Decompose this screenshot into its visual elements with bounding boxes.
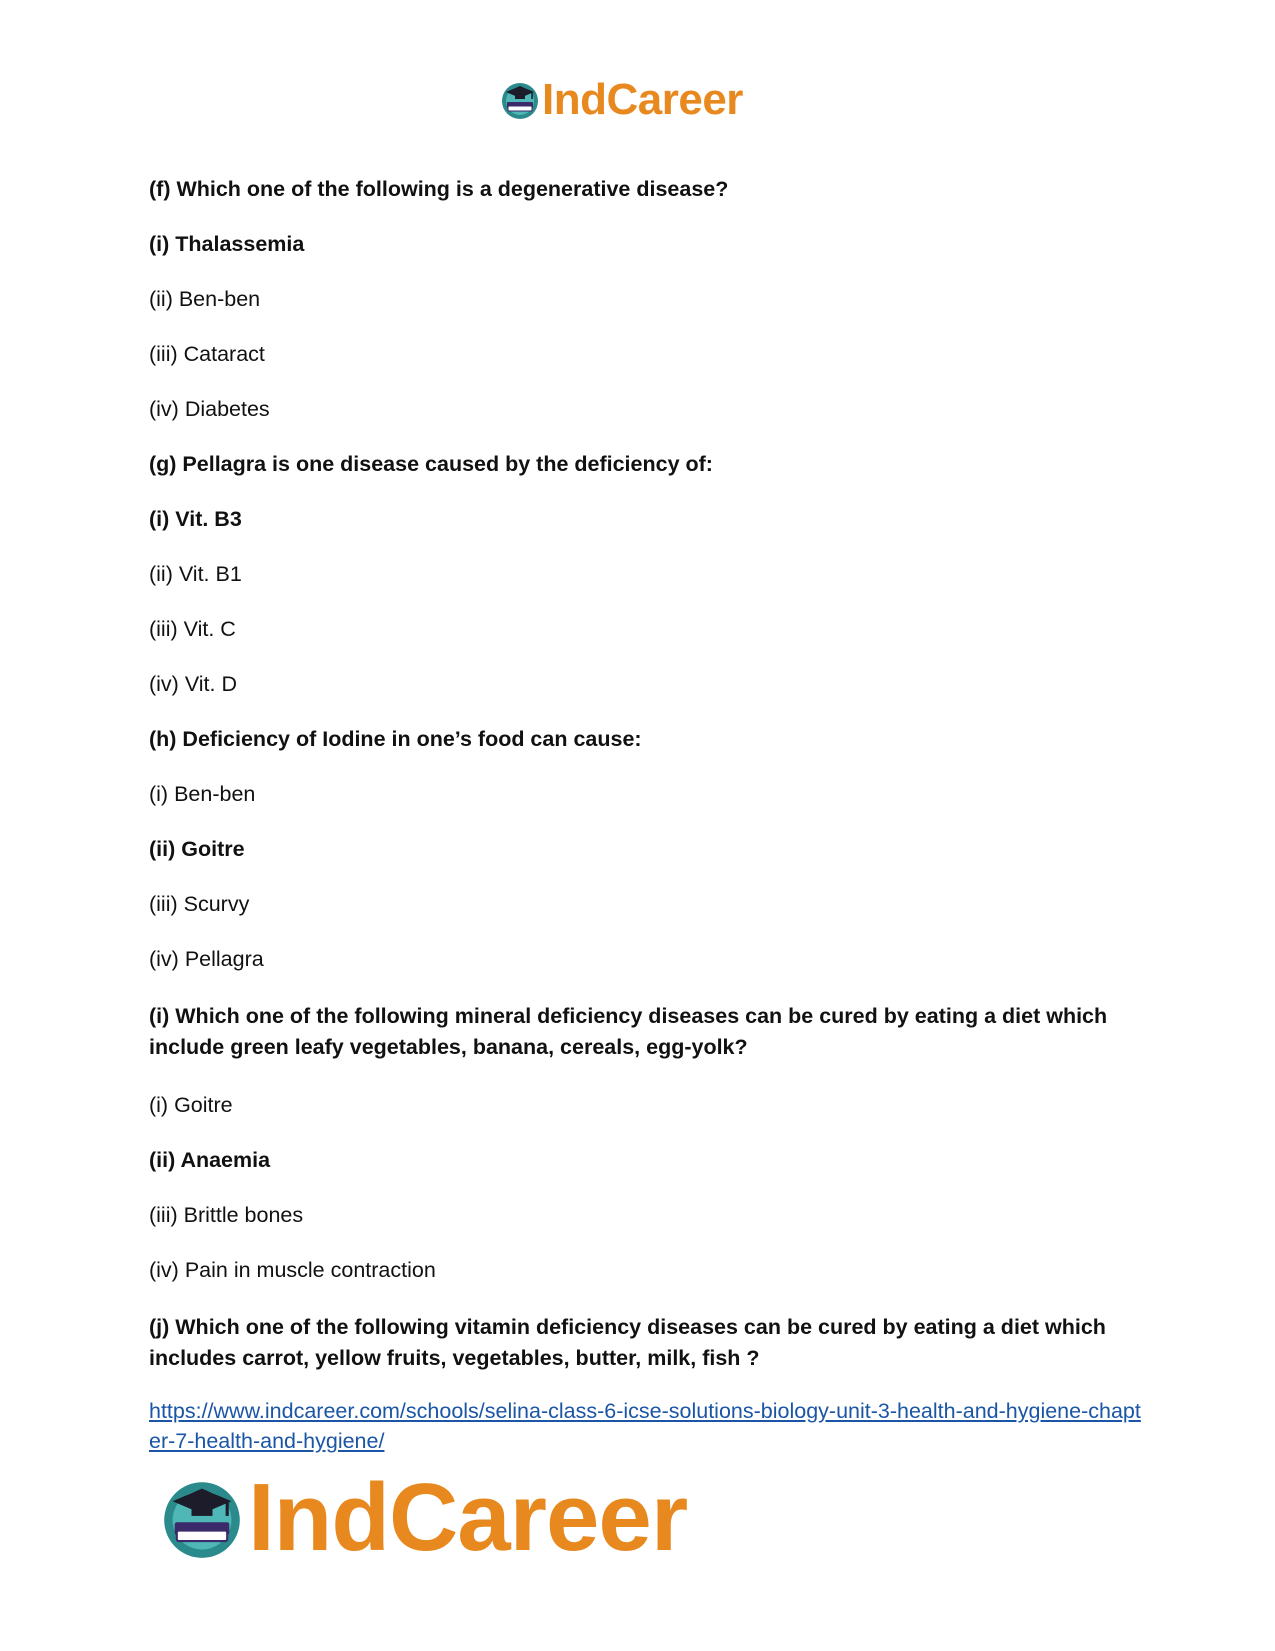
graduation-book-icon xyxy=(160,1476,244,1560)
answer-option: (ii) Anaemia xyxy=(149,1148,271,1172)
graduation-book-icon xyxy=(500,80,540,120)
footer-logo xyxy=(160,1464,688,1571)
option: (ii) Ben-ben xyxy=(149,287,261,311)
option: (iv) Vit. D xyxy=(149,672,237,696)
answer-option: (ii) Goitre xyxy=(149,837,245,861)
question-j: (j) Which one of the following vitamin deficiency diseases can be cured by eating a diet which includes carrot, yellow fruits, vegetables, butter, milk, fish ? xyxy=(149,1315,1106,1370)
question-h: (h) Deficiency of Iodine in one’s food can cause: xyxy=(149,727,642,751)
option: (i) Goitre xyxy=(149,1093,233,1117)
brand-wordmark: IndCareer xyxy=(248,1464,688,1571)
answer-option: (i) Vit. B3 xyxy=(149,507,242,531)
brand-wordmark: IndCareer xyxy=(542,75,743,124)
option: (iii) Brittle bones xyxy=(149,1203,304,1227)
question-f: (f) Which one of the following is a degenerative disease? xyxy=(149,177,729,201)
option: (iii) Scurvy xyxy=(149,892,250,916)
option: (iii) Cataract xyxy=(149,342,265,366)
option: (i) Ben-ben xyxy=(149,782,256,806)
question-g: (g) Pellagra is one disease caused by the deficiency of: xyxy=(149,452,713,476)
answer-option: (i) Thalassemia xyxy=(149,232,305,256)
option: (iv) Pellagra xyxy=(149,947,264,971)
option: (iv) Pain in muscle contraction xyxy=(149,1258,436,1282)
source-link[interactable]: https://www.indcareer.com/schools/selina-class-6-icse-solutions-biology-unit-3-health-and-hygiene-chapter-7-health-and-hygiene/ xyxy=(149,1399,1141,1453)
question-i: (i) Which one of the following mineral deficiency diseases can be cured by eating a diet which include green leafy vegetables, banana, cereals, egg-yolk? xyxy=(149,1004,1108,1059)
document-body xyxy=(149,176,1129,1403)
option: (iv) Diabetes xyxy=(149,397,270,421)
header-logo xyxy=(500,75,743,124)
option: (ii) Vit. B1 xyxy=(149,562,242,586)
option: (iii) Vit. C xyxy=(149,617,236,641)
